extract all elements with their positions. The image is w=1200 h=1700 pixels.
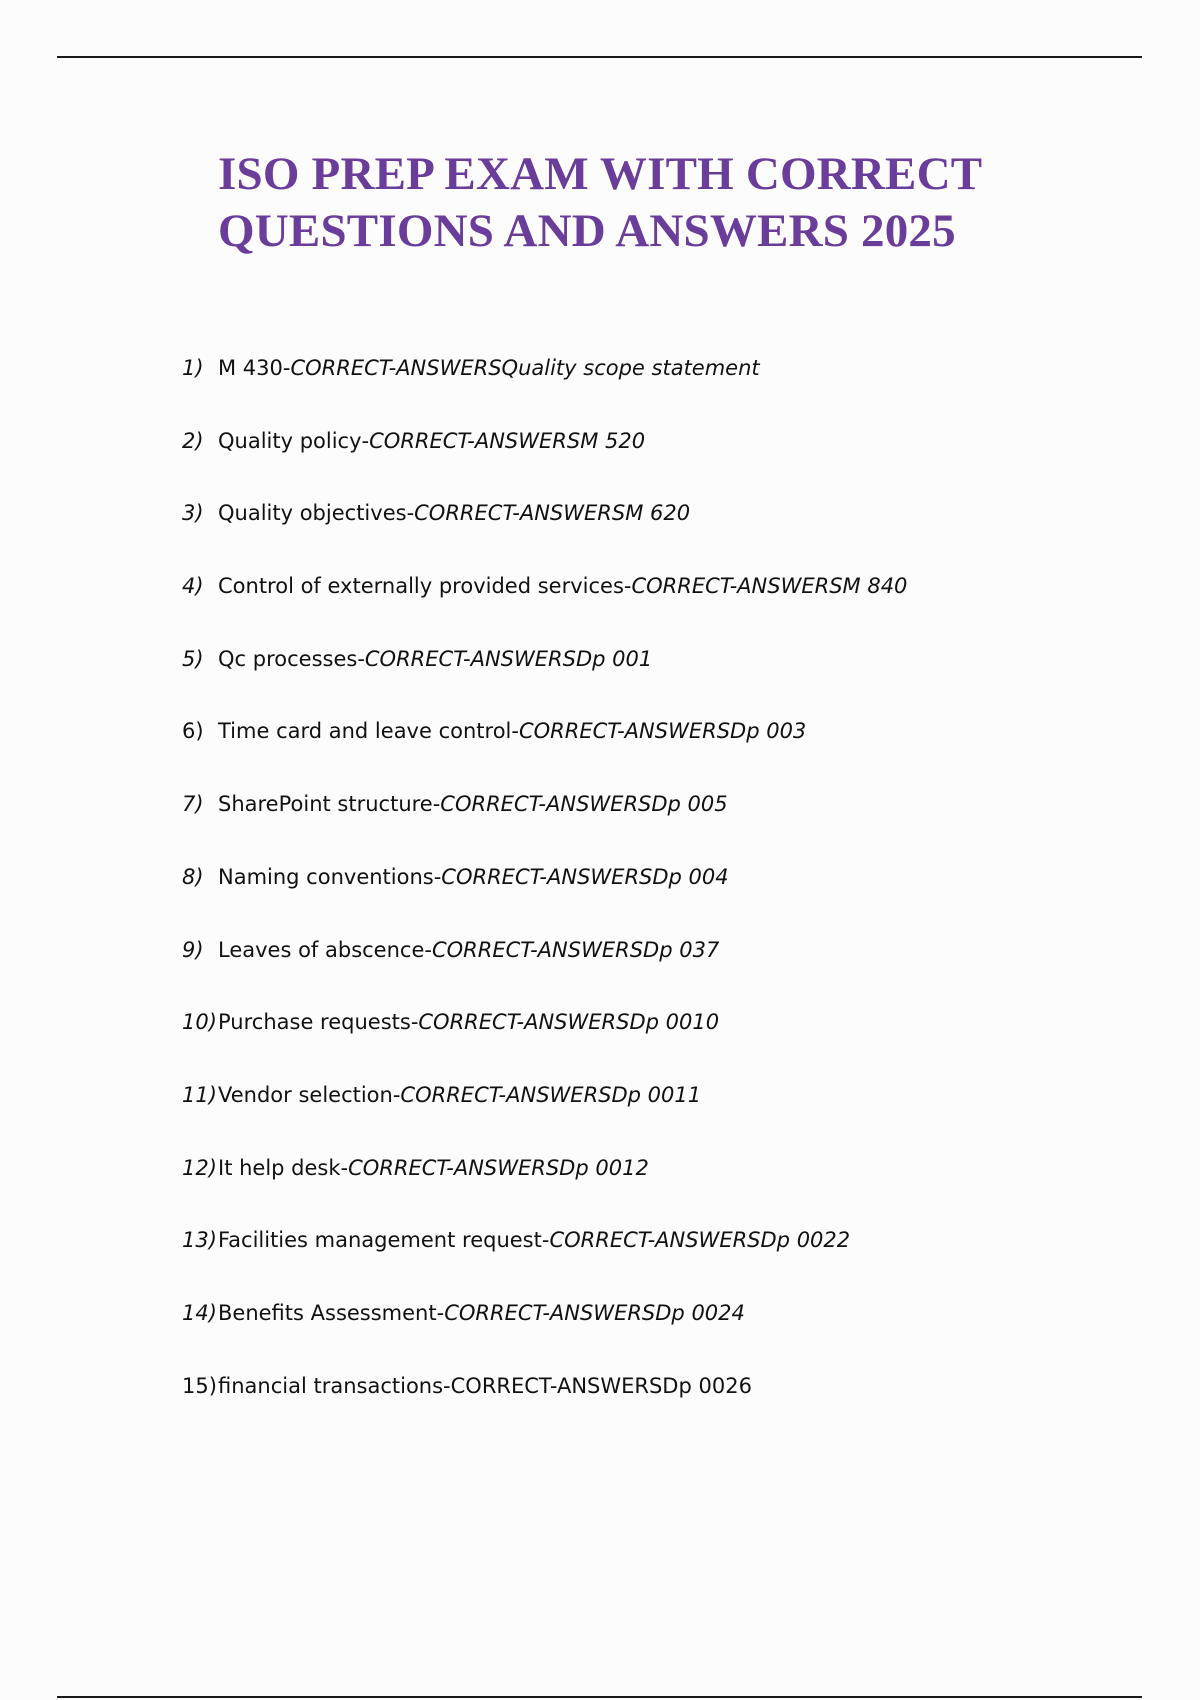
item-separator: - (623, 574, 632, 599)
item-number: 15) (182, 1373, 217, 1398)
list-item (182, 1083, 1132, 1156)
list-item (182, 647, 1132, 720)
item-answer: CORRECT-ANSWERSDp 037 (431, 937, 720, 962)
item-separator: - (433, 864, 442, 889)
item-number: 5) (182, 646, 204, 671)
item-answer: CORRECT-ANSWERSDp 001 (364, 646, 653, 671)
item-separator: - (541, 1228, 550, 1253)
list-item (182, 938, 1132, 1011)
item-number: 13) (182, 1228, 217, 1253)
item-answer: CORRECT-ANSWERSQuality scope statement (290, 356, 760, 380)
item-separator: - (410, 1010, 419, 1035)
list-item (182, 1374, 1132, 1447)
item-number: 4) (182, 574, 204, 599)
item-separator: - (340, 1155, 349, 1180)
item-number: 12) (182, 1155, 217, 1180)
item-question: Time card and leave control (218, 719, 512, 744)
item-question: Naming conventions (218, 864, 434, 889)
item-separator: - (406, 501, 415, 526)
list-item (182, 1010, 1132, 1083)
list-item (182, 1156, 1132, 1229)
list-item (182, 574, 1132, 647)
title-line-1: ISO PREP EXAM WITH CORRECT (218, 148, 983, 200)
item-question: Facilities management request (218, 1228, 542, 1253)
item-question: Purchase requests (218, 1010, 411, 1035)
item-answer: CORRECT-ANSWERSDp 004 (441, 864, 729, 889)
item-separator: - (424, 937, 432, 962)
item-answer: CORRECT-ANSWERSDp 0010 (418, 1010, 720, 1035)
item-answer: CORRECT-ANSWERSDp 0026 (450, 1373, 752, 1398)
item-separator: - (361, 428, 370, 453)
item-separator: - (357, 646, 365, 671)
item-number: 2) (182, 428, 204, 453)
item-answer: CORRECT-ANSWERSDp 003 (518, 719, 807, 744)
item-number: 14) (182, 1300, 217, 1325)
item-question: M 430 (218, 356, 283, 380)
item-number: 3) (182, 501, 204, 526)
item-number: 8) (182, 864, 204, 889)
item-question: Control of externally provided services (218, 574, 624, 599)
item-number: 11) (182, 1082, 217, 1107)
item-answer: CORRECT-ANSWERSDp 0012 (348, 1155, 649, 1180)
list-item (182, 1301, 1132, 1374)
title-line-2: QUESTIONS AND ANSWERS 2025 (218, 205, 956, 257)
item-answer: CORRECT-ANSWERSDp 005 (440, 792, 728, 817)
item-number: 9) (182, 937, 204, 962)
item-question: Quality objectives (218, 501, 407, 526)
item-question: Leaves of abscence (218, 937, 425, 962)
item-question: Benefits Assessment (218, 1300, 437, 1325)
item-number: 10) (182, 1010, 217, 1035)
item-answer: CORRECT-ANSWERSM 840 (631, 574, 908, 599)
item-answer: CORRECT-ANSWERSM 520 (369, 428, 646, 453)
item-question: It help desk (218, 1155, 341, 1180)
list-item (182, 865, 1132, 938)
item-answer: CORRECT-ANSWERSM 620 (414, 501, 691, 526)
item-separator: - (436, 1300, 445, 1325)
item-separator: - (432, 792, 441, 817)
bottom-rule (57, 1696, 1142, 1698)
item-question: Quality policy (218, 428, 362, 453)
item-answer: CORRECT-ANSWERSDp 0011 (400, 1082, 702, 1107)
list-item (182, 1228, 1132, 1301)
top-rule (57, 56, 1142, 58)
item-question: financial transactions (218, 1373, 444, 1398)
list-item (182, 719, 1132, 792)
list-item (182, 501, 1132, 574)
item-separator: - (511, 719, 519, 744)
item-question: Qc processes (218, 646, 358, 671)
page-title (218, 146, 1118, 260)
item-number: 7) (182, 792, 204, 817)
item-question: SharePoint structure (218, 792, 433, 817)
item-number: 1) (182, 356, 204, 380)
item-answer: CORRECT-ANSWERSDp 0024 (444, 1300, 745, 1325)
qa-list (182, 356, 1132, 1446)
item-number: 6) (182, 719, 204, 744)
list-item (182, 792, 1132, 865)
list-item (182, 429, 1132, 502)
list-item (182, 356, 1132, 429)
item-answer: CORRECT-ANSWERSDp 0022 (549, 1228, 851, 1253)
item-separator: - (392, 1082, 401, 1107)
item-question: Vendor selection (218, 1082, 393, 1107)
item-separator: - (443, 1373, 451, 1398)
item-separator: - (282, 356, 291, 380)
